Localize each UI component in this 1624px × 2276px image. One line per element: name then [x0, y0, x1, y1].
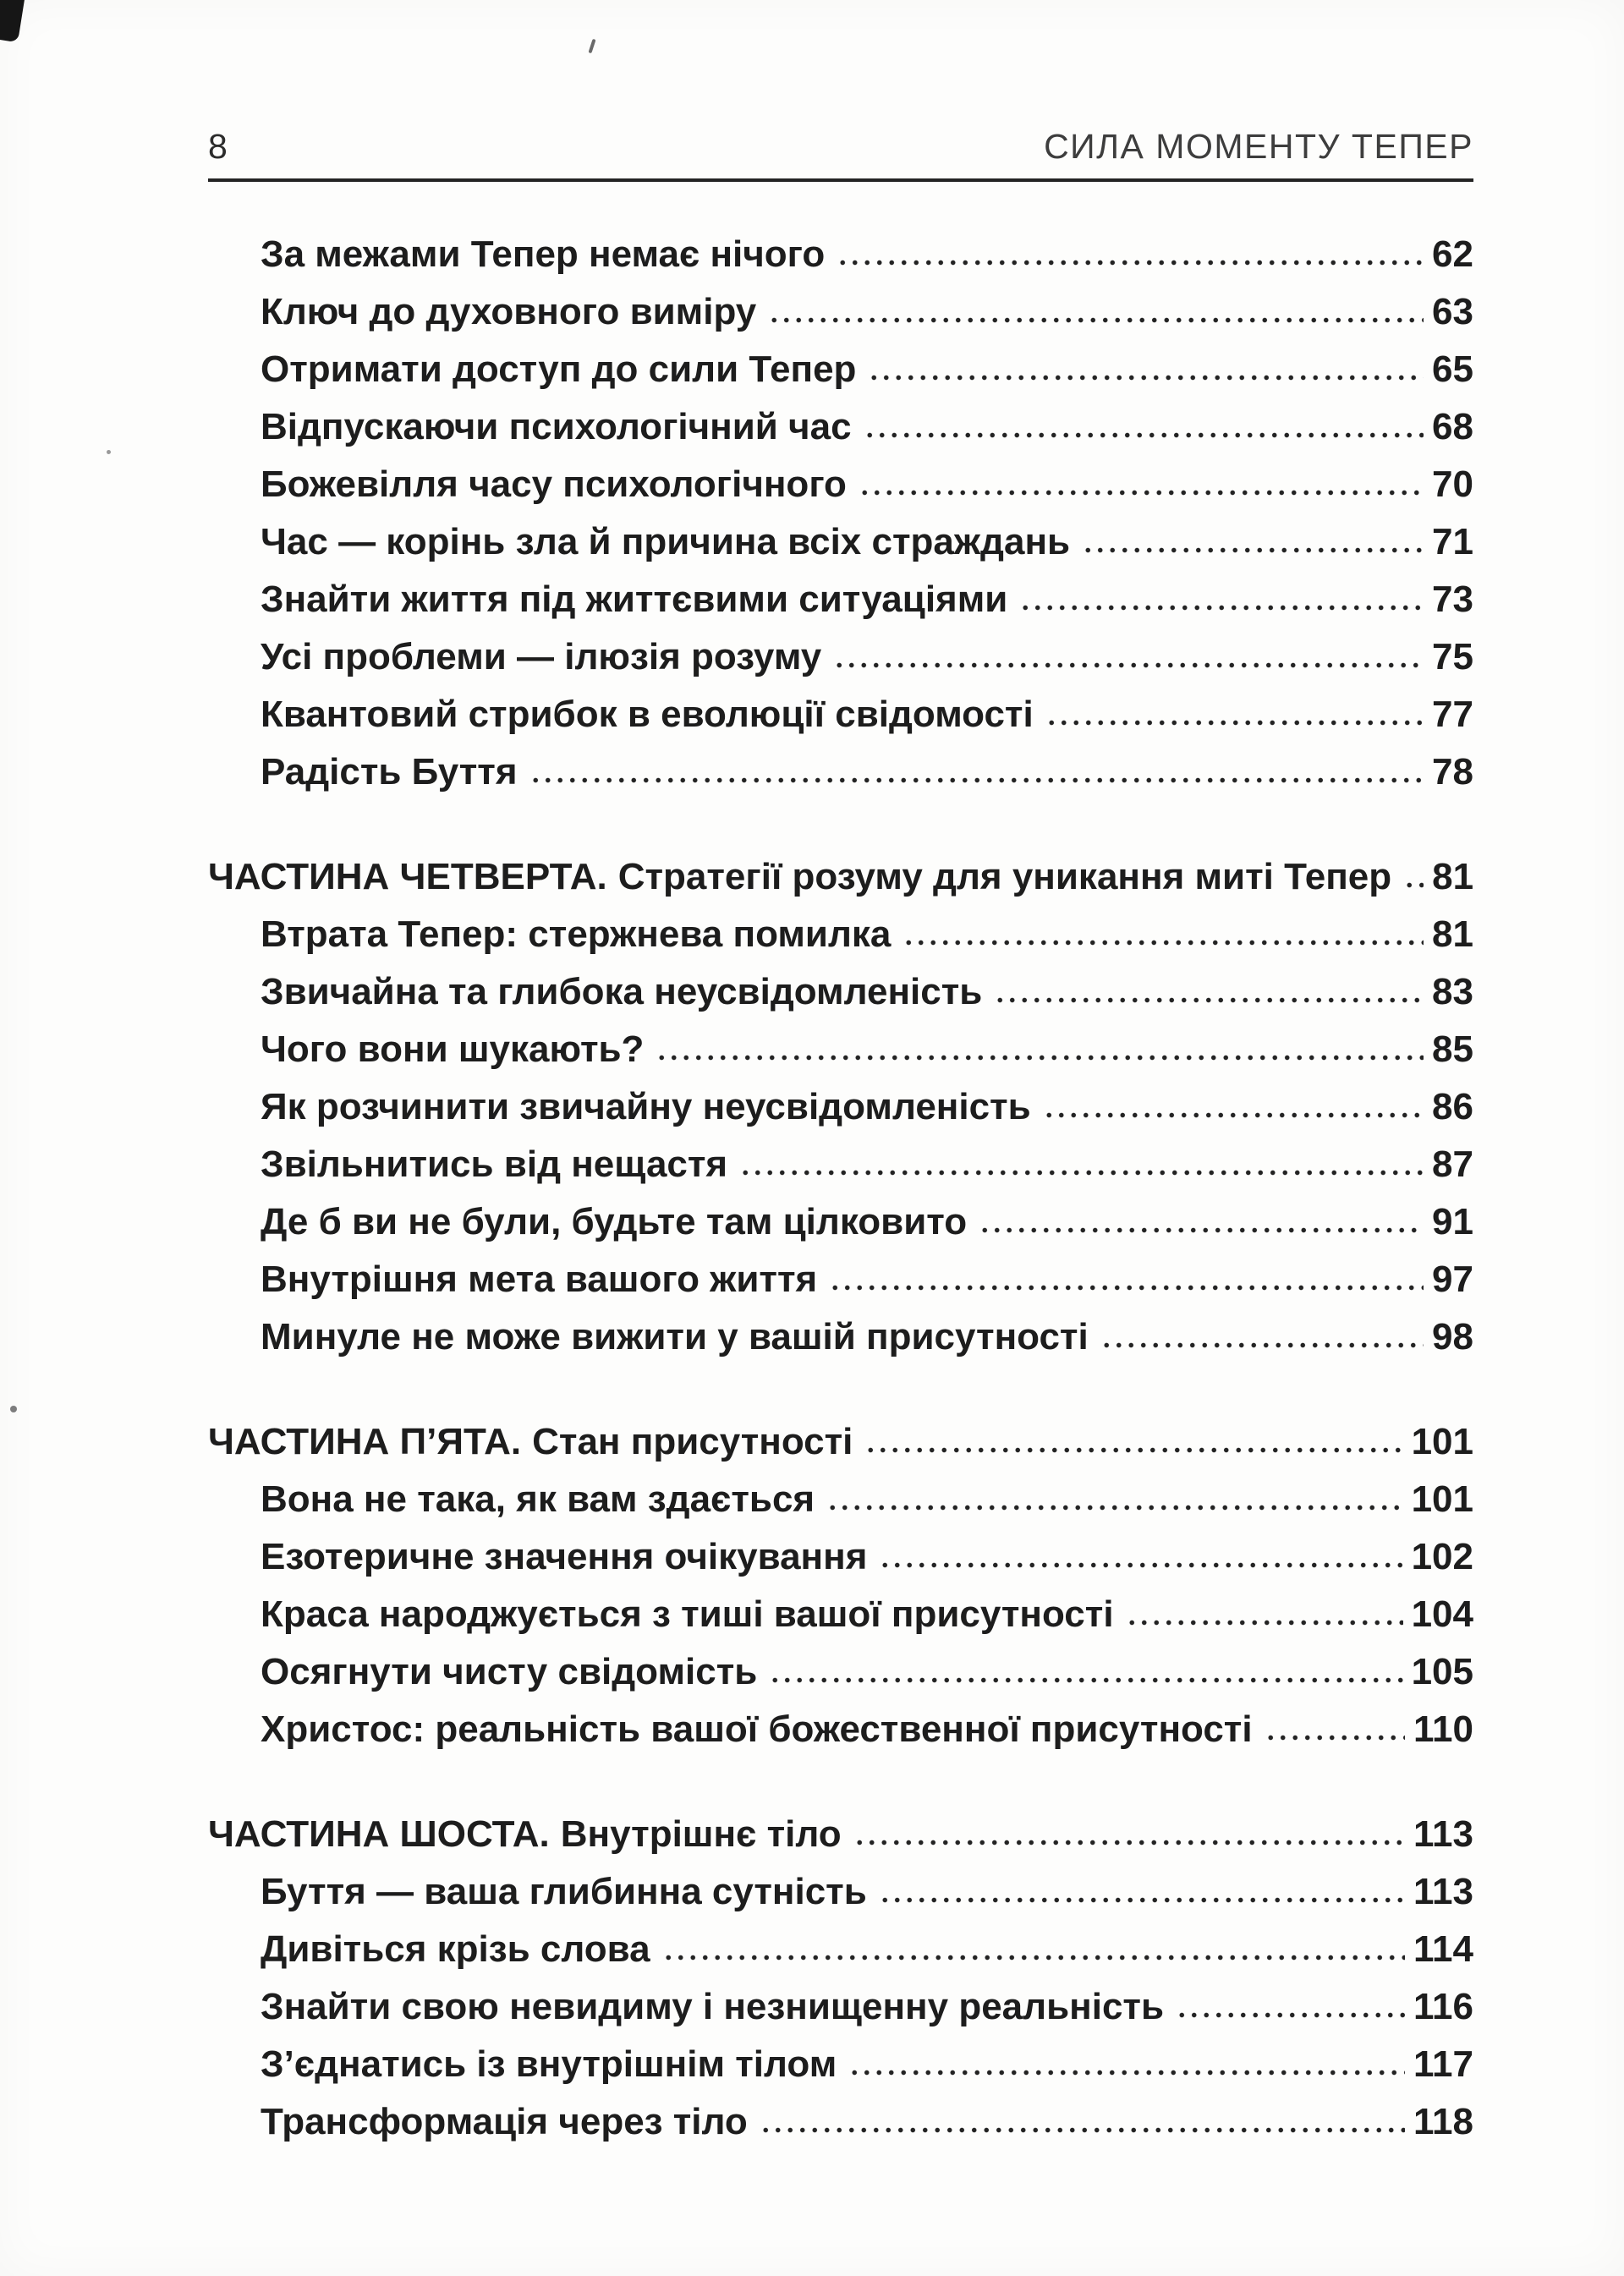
scan-artifact: [0, 0, 26, 42]
toc-entry-page: 86: [1432, 1086, 1473, 1127]
toc-row: [208, 1701, 1473, 1758]
toc-entry-title: За межами Тепер немає нічого: [261, 233, 826, 275]
toc-row: [208, 1978, 1473, 2036]
toc-entry-page: 81: [1432, 856, 1474, 897]
toc-entry-title: Знайти життя під життєвими ситуаціями: [261, 579, 1008, 620]
toc-entry-title: Ключ до духовного виміру: [261, 291, 757, 332]
toc-entry-title: Втрата Тепер: стержнева помилка: [261, 913, 892, 955]
toc-row: [208, 1308, 1473, 1366]
toc-entry-page: 113: [1413, 1813, 1473, 1855]
dot-leader: [1100, 1341, 1424, 1349]
toc-entry-page: 117: [1413, 2043, 1473, 2085]
scan-artifact: [588, 39, 595, 53]
toc-entry-title: Внутрішня мета вашого життя: [261, 1259, 818, 1300]
dot-leader: [1082, 546, 1424, 554]
toc-row: [208, 963, 1473, 1021]
toc-entry-title: Буття — ваша глибинна сутність: [261, 1871, 867, 1912]
toc-row: [208, 1413, 1473, 1471]
running-title: СИЛА МОМЕНТУ ТЕПЕР: [1044, 127, 1473, 166]
dot-leader: [769, 1676, 1402, 1684]
toc-row: [208, 1251, 1473, 1308]
toc-entry-title: Отримати доступ до сили Тепер: [261, 348, 857, 390]
dot-leader: [1043, 1111, 1424, 1119]
toc-entry-page: 77: [1432, 694, 1473, 735]
toc-entry-title: Усі проблеми — ілюзія розуму: [261, 636, 822, 677]
dot-leader: [864, 431, 1424, 439]
toc-row: [208, 226, 1473, 283]
toc-entry-page: 75: [1432, 636, 1473, 677]
toc-row: [208, 341, 1473, 398]
toc-row: [208, 1193, 1473, 1251]
dot-leader: [1126, 1619, 1403, 1626]
toc-entry-page: 118: [1413, 2101, 1473, 2142]
toc-row: [208, 1643, 1473, 1701]
dot-leader: [1403, 881, 1424, 889]
toc-entry-page: 73: [1432, 579, 1473, 620]
dot-leader: [656, 1054, 1424, 1061]
toc-entry-title: Трансформація через тіло: [261, 2101, 748, 2142]
dot-leader: [768, 316, 1424, 324]
scan-artifact: [107, 450, 111, 454]
toc-entry-page: 87: [1432, 1143, 1473, 1185]
toc-entry-page: 104: [1411, 1593, 1473, 1635]
header-rule: [208, 178, 1473, 182]
toc-row: [208, 283, 1473, 341]
toc-row: [208, 2036, 1473, 2093]
toc-entry-page: 102: [1411, 1536, 1473, 1577]
toc-entry-page: 101: [1411, 1478, 1473, 1520]
toc-entry-page: 71: [1432, 521, 1473, 562]
toc-entry-title: Христос: реальність вашої божественної присутності: [261, 1708, 1253, 1750]
toc-entry-page: 70: [1432, 463, 1473, 505]
toc-entry-page: 114: [1413, 1928, 1473, 1970]
toc-entry-title: Езотеричне значення очікування: [261, 1536, 868, 1577]
toc-entry-page: 63: [1432, 291, 1473, 332]
toc-row: [208, 456, 1473, 513]
toc-entry-page: 97: [1432, 1259, 1473, 1300]
toc-entry-page: 65: [1432, 348, 1473, 390]
page-number: 8: [208, 127, 228, 166]
dot-leader: [859, 489, 1424, 496]
toc-entry-page: 91: [1432, 1201, 1473, 1242]
toc-entry-page: 62: [1432, 233, 1473, 275]
toc-entry-page: 101: [1411, 1421, 1473, 1462]
dot-leader: [979, 1226, 1424, 1234]
dot-leader: [739, 1169, 1424, 1176]
toc-row: [208, 848, 1473, 906]
toc-entry-title: Знайти свою невидиму і незнищенну реальність: [261, 1986, 1165, 2027]
running-head: [208, 127, 1473, 167]
toc-entry-title: Відпускаючи психологічний час: [261, 406, 852, 447]
toc-entry-page: 110: [1413, 1708, 1473, 1750]
toc-row: [208, 1136, 1473, 1193]
toc-entry-page: 113: [1413, 1871, 1473, 1912]
toc-entry-page: 85: [1432, 1028, 1473, 1070]
toc-part-label: ЧАСТИНА ШОСТА.: [208, 1813, 550, 1855]
toc-entry-title: Стан присутності: [532, 1421, 853, 1462]
toc-entry-title: Осягнути чисту свідомість: [261, 1651, 758, 1692]
dot-leader: [879, 1561, 1402, 1569]
toc-entry-page: 68: [1432, 406, 1473, 447]
toc-row: [208, 906, 1473, 963]
toc-row: [208, 1078, 1473, 1136]
toc-row: [208, 1528, 1473, 1586]
toc-row: [208, 1863, 1473, 1921]
toc-entry-title: Час — корінь зла й причина всіх страждань: [261, 521, 1071, 562]
dot-leader: [848, 2069, 1405, 2076]
dot-leader: [868, 374, 1424, 381]
toc-entry-title: Як розчинити звичайну неусвідомленість: [261, 1086, 1031, 1127]
toc-row: [208, 513, 1473, 571]
dot-leader: [837, 259, 1424, 266]
toc-entry-title: Чого вони шукають?: [261, 1028, 645, 1070]
toc-entry-title: Квантовий стрибок в еволюції свідомості: [261, 694, 1034, 735]
dot-leader: [853, 1839, 1405, 1846]
toc-row: [208, 1586, 1473, 1643]
toc-entry-title: Радість Буття: [261, 751, 518, 792]
toc-entry-page: 98: [1432, 1316, 1473, 1357]
dot-leader: [662, 1954, 1405, 1961]
dot-leader: [829, 1284, 1424, 1292]
dot-leader: [1045, 719, 1424, 727]
toc-row: [208, 1021, 1473, 1078]
toc-entry-page: 116: [1413, 1986, 1473, 2027]
dot-leader: [760, 2126, 1405, 2134]
scan-artifact: [10, 1406, 17, 1412]
dot-leader: [903, 939, 1424, 946]
toc-entry-title: Внутрішнє тіло: [560, 1813, 842, 1855]
toc-entry-page: 78: [1432, 751, 1473, 792]
toc-entry-page: 81: [1432, 913, 1473, 955]
dot-leader: [994, 996, 1424, 1004]
toc-entry-title: Де б ви не були, будьте там цілковито: [261, 1201, 968, 1242]
toc-part-label: ЧАСТИНА П’ЯТА.: [208, 1421, 522, 1462]
toc-entry-title: Звичайна та глибока неусвідомленість: [261, 971, 983, 1012]
dot-leader: [1265, 1734, 1405, 1741]
toc-entry-title: Божевілля часу психологічного: [261, 463, 847, 505]
toc-entry-page: 83: [1432, 971, 1473, 1012]
toc-entry-title: З’єднатись із внутрішнім тілом: [261, 2043, 837, 2085]
toc-row: [208, 628, 1473, 686]
toc-entry-title: Минуле не може вижити у вашій присутності: [261, 1316, 1089, 1357]
toc-row: [208, 686, 1473, 743]
dot-leader: [1019, 604, 1424, 612]
dot-leader: [529, 776, 1424, 784]
toc-entry-page: 105: [1411, 1651, 1473, 1692]
toc-row: [208, 398, 1473, 456]
toc-entry-title: Краса народжується з тиші вашої присутності: [261, 1593, 1114, 1635]
toc-row: [208, 1921, 1473, 1978]
toc-entry-title: Вона не така, як вам здається: [261, 1478, 815, 1520]
toc-entry-title: Звільнитись від нещастя: [261, 1143, 728, 1185]
toc-row: [208, 1471, 1473, 1528]
dot-leader: [864, 1446, 1402, 1454]
dot-leader: [826, 1504, 1402, 1511]
toc-entry-title: Стратегії розуму для уникання миті Тепер: [617, 856, 1392, 897]
toc-row: [208, 1806, 1473, 1863]
table-of-contents: [208, 226, 1473, 2151]
toc-part-label: ЧАСТИНА ЧЕТВЕРТА.: [208, 856, 607, 897]
toc-entry-title: Дивіться крізь слова: [261, 1928, 650, 1970]
dot-leader: [1176, 2011, 1405, 2019]
toc-row: [208, 743, 1473, 801]
toc-row: [208, 571, 1473, 628]
toc-row: [208, 2093, 1473, 2151]
dot-leader: [879, 1896, 1405, 1904]
dot-leader: [833, 661, 1424, 669]
